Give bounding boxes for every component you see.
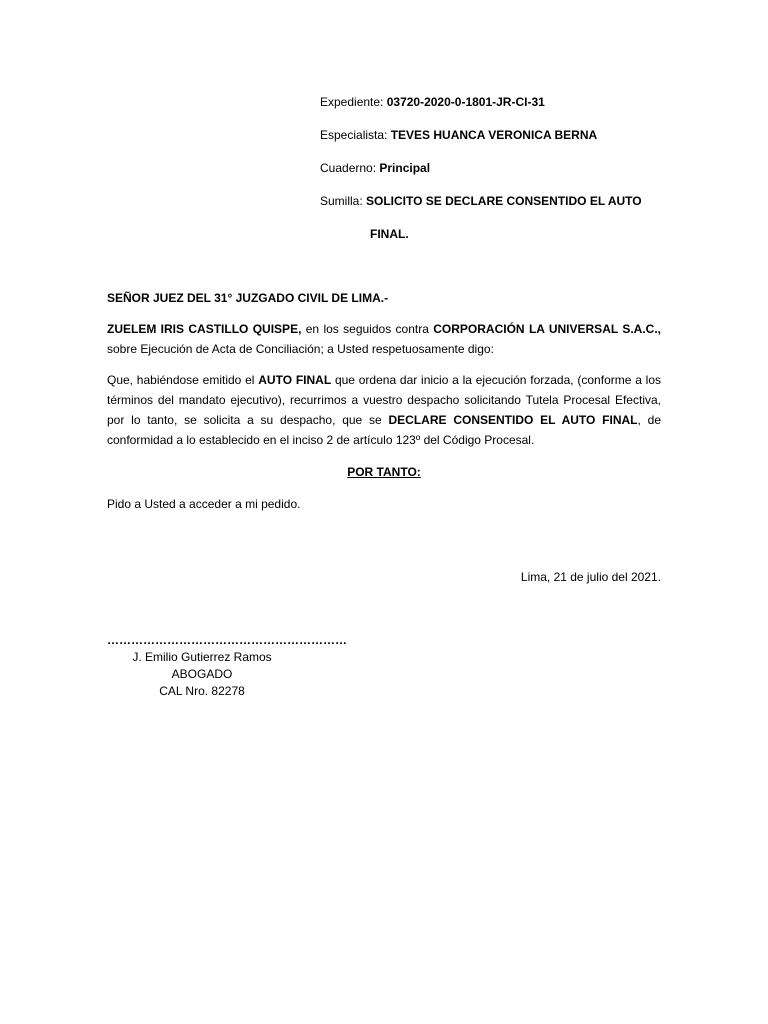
por-tanto-heading: POR TANTO: [347, 465, 421, 479]
signer-name: J. Emilio Gutierrez Ramos [132, 650, 272, 664]
expediente-label: Expediente: [320, 95, 387, 109]
sumilla-line [320, 191, 720, 211]
intro-text-1: en los seguidos contra [301, 322, 434, 336]
date-line: Lima, 21 de julio del 2021. [520, 570, 661, 584]
p2-text-3: , de conformidad a lo establecido en el inciso 2 de artículo 123º del Código Procesal. [107, 413, 661, 447]
sumilla-label: Sumilla: [320, 194, 367, 208]
petitioner-name: ZUELEM IRIS CASTILLO QUISPE, [107, 322, 302, 336]
p2-bold-1: AUTO FINAL [258, 373, 332, 387]
p2-text-2: que ordena dar inicio a la ejecución forzada, (conforme a los términos del mandato ejecutivo), recurrimos a vuestro despacho solicitando Tutela Procesal Efectiva, por lo tanto, se solicita a su despacho, que se [107, 373, 661, 427]
sumilla-value: SOLICITO SE DECLARE CONSENTIDO EL AUTO [366, 194, 642, 208]
closing-request: Pido a Usted a acceder a mi pedido. [107, 497, 301, 511]
signature-line: …………………………………………………… [107, 633, 347, 647]
cuaderno-value: Principal [379, 161, 431, 175]
request-paragraph [107, 370, 661, 450]
signature-block [107, 632, 347, 700]
p2-bold-2: DECLARE CONSENTIDO EL AUTO FINAL [388, 413, 638, 427]
expediente-value: 03720-2020-0-1801-JR-CI-31 [386, 95, 545, 109]
defendant-company: CORPORACIÓN LA UNIVERSAL S.A.C., [433, 322, 661, 336]
document-body [107, 288, 661, 514]
especialista-value: TEVES HUANCA VERONICA BERNA [390, 128, 598, 142]
sumilla-continuation: FINAL. [370, 227, 409, 241]
intro-text-2: sobre Ejecución de Acta de Conciliación; a Usted respetuosamente digo: [107, 342, 494, 356]
signer-cal: CAL Nro. 82278 [159, 684, 245, 698]
p2-text-1: Que, habiéndose emitido el [107, 373, 259, 387]
intro-paragraph [107, 319, 661, 359]
expediente-line [320, 92, 720, 112]
signer-title: ABOGADO [171, 667, 233, 681]
cuaderno-line [320, 158, 720, 178]
especialista-label: Especialista: [320, 128, 391, 142]
especialista-line [320, 125, 720, 145]
cuaderno-label: Cuaderno: [320, 161, 380, 175]
addressee: SEÑOR JUEZ DEL 31° JUZGADO CIVIL DE LIMA.- [107, 291, 389, 305]
case-header [320, 92, 720, 257]
